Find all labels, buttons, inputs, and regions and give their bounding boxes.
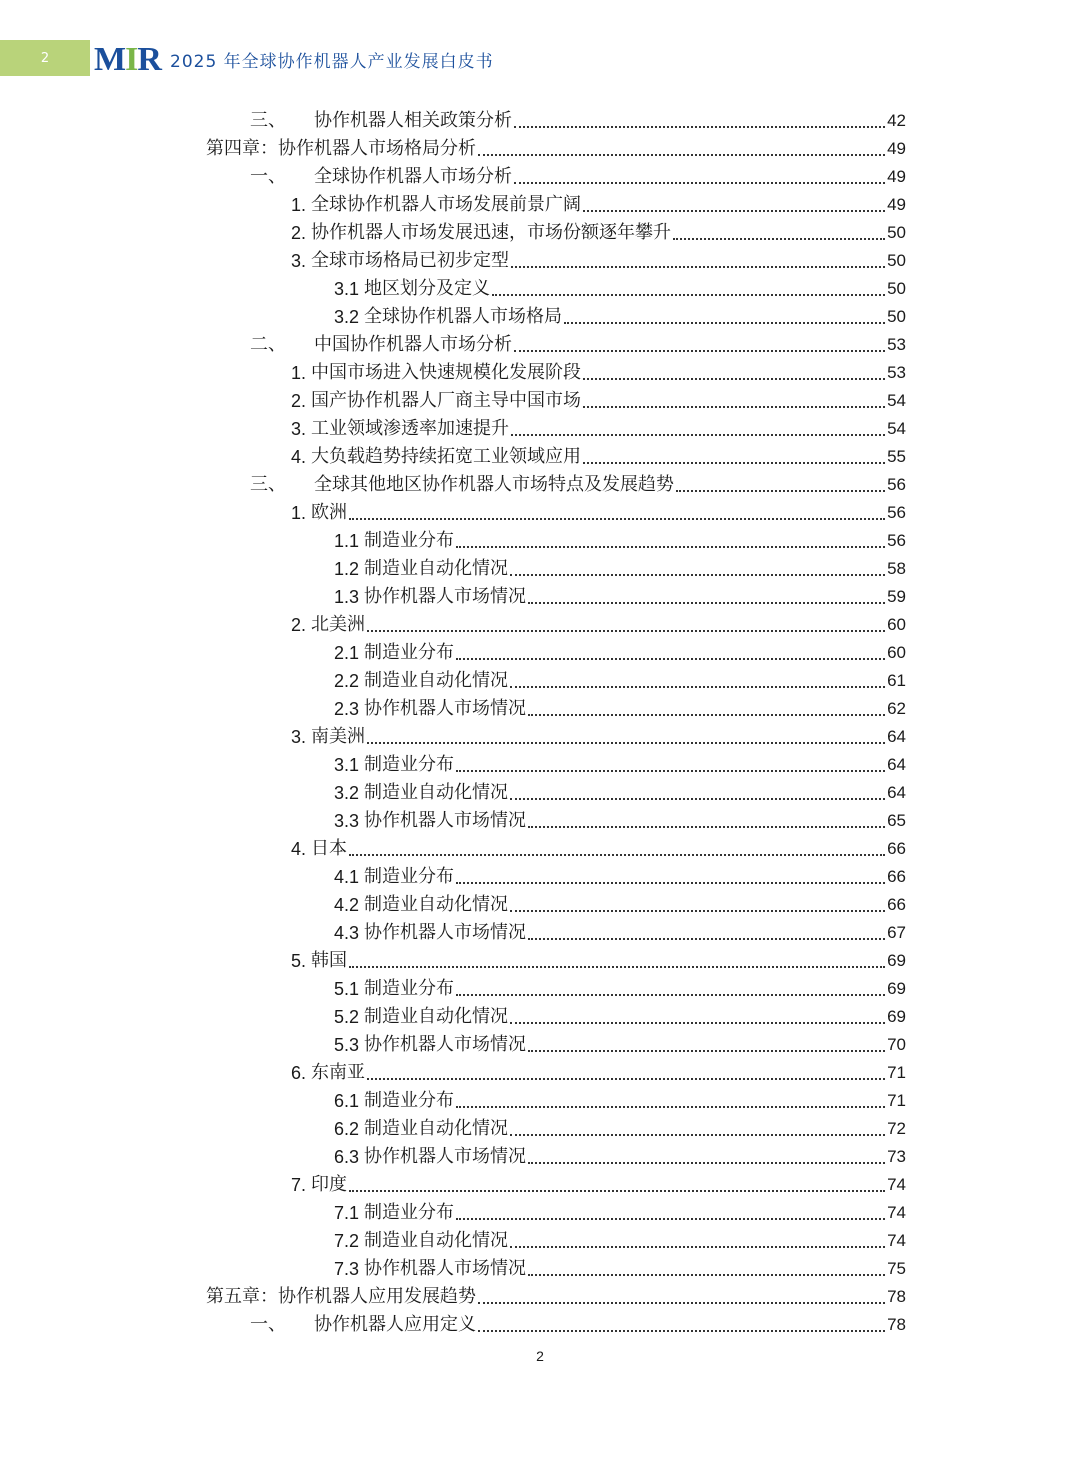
dot-leader (456, 882, 885, 884)
toc-entry[interactable] (334, 776, 906, 804)
dot-leader (510, 686, 885, 688)
toc-entry[interactable] (250, 468, 906, 496)
toc-entry-title: 印度 (311, 1174, 348, 1195)
toc-entry[interactable] (206, 132, 906, 160)
toc-entry-page-number: 74 (887, 1175, 906, 1194)
toc-entry-marker: 6. (291, 1063, 307, 1083)
toc-entry-title: 制造业自动化情况 (364, 1230, 509, 1251)
toc-entry[interactable] (291, 1168, 906, 1196)
toc-entry-page-number: 60 (887, 643, 906, 662)
toc-entry[interactable] (291, 1056, 906, 1084)
toc-entry[interactable] (291, 832, 906, 860)
dot-leader (514, 126, 885, 128)
toc-entry[interactable] (334, 552, 906, 580)
toc-entry-page-number: 42 (887, 111, 906, 130)
toc-entry-page-number: 59 (887, 587, 906, 606)
toc-entry[interactable] (334, 916, 906, 944)
toc-entry-page-number: 50 (887, 307, 906, 326)
dot-leader (676, 490, 885, 492)
logo-letter-r: R (137, 41, 161, 78)
toc-entry-title: 国产协作机器人厂商主导中国市场 (311, 390, 582, 411)
toc-entry-marker: 1.2 (334, 559, 360, 579)
toc-entry-page-number: 78 (887, 1287, 906, 1306)
toc-entry-title: 制造业自动化情况 (364, 782, 509, 803)
toc-entry[interactable] (291, 188, 906, 216)
toc-entry-page-number: 67 (887, 923, 906, 942)
toc-entry-marker: 2.3 (334, 699, 360, 719)
toc-entry-page-number: 66 (887, 867, 906, 886)
dot-leader (528, 1162, 885, 1164)
dot-leader (510, 910, 885, 912)
toc-entry-page-number: 55 (887, 447, 906, 466)
toc-entry[interactable] (291, 412, 906, 440)
toc-entry[interactable] (291, 496, 906, 524)
toc-entry-page-number: 54 (887, 391, 906, 410)
toc-entry[interactable] (206, 1280, 906, 1308)
toc-entry-page-number: 74 (887, 1203, 906, 1222)
dot-leader (456, 994, 885, 996)
toc-entry-page-number: 56 (887, 503, 906, 522)
toc-entry-page-number: 64 (887, 755, 906, 774)
toc-entry-title: 制造业自动化情况 (364, 1118, 509, 1139)
toc-entry-marker: 7.2 (334, 1231, 360, 1251)
dot-leader (456, 1218, 885, 1220)
dot-leader (510, 1246, 885, 1248)
toc-entry-title: 制造业分布 (364, 978, 455, 999)
toc-entry-title: 协作机器人应用发展趋势 (278, 1286, 476, 1307)
toc-entry-page-number: 49 (887, 139, 906, 158)
dot-leader (510, 798, 885, 800)
toc-entry-title: 协作机器人市场情况 (364, 810, 527, 831)
toc-entry[interactable] (291, 216, 906, 244)
toc-entry[interactable] (334, 1084, 906, 1112)
dot-leader (511, 266, 885, 268)
toc-entry-marker: 3.2 (334, 307, 360, 327)
toc-entry[interactable] (334, 580, 906, 608)
toc-entry-marker: 一、 (250, 166, 286, 187)
toc-entry-title: 地区划分及定义 (364, 278, 491, 299)
toc-entry-marker: 6.2 (334, 1119, 360, 1139)
page-tab: 2 (0, 40, 90, 76)
toc-entry[interactable] (291, 944, 906, 972)
toc-entry-title: 制造业自动化情况 (364, 670, 509, 691)
toc-entry[interactable] (334, 1224, 906, 1252)
logo-letter-m: M (94, 41, 126, 78)
toc-entry-page-number: 50 (887, 223, 906, 242)
toc-entry-page-number: 49 (887, 195, 906, 214)
toc-entry[interactable] (334, 272, 906, 300)
toc-entry-page-number: 50 (887, 279, 906, 298)
dot-leader (514, 182, 885, 184)
toc-entry-title: 协作机器人市场格局分析 (278, 138, 476, 159)
toc-entry-title: 制造业分布 (364, 866, 455, 887)
toc-entry-page-number: 71 (887, 1091, 906, 1110)
toc-entry-marker: 1.3 (334, 587, 360, 607)
toc-entry-marker: 三、 (250, 110, 286, 131)
dot-leader (528, 1050, 885, 1052)
toc-entry[interactable] (291, 440, 906, 468)
dot-leader (349, 1190, 885, 1192)
dot-leader (456, 658, 885, 660)
toc-entry-title: 协作机器人市场情况 (364, 1258, 527, 1279)
toc-entry-page-number: 69 (887, 1007, 906, 1026)
dot-leader (478, 154, 885, 156)
toc-entry-title: 制造业分布 (364, 1090, 455, 1111)
toc-entry[interactable] (334, 1028, 906, 1056)
toc-entry-marker: 一、 (250, 1314, 286, 1335)
toc-entry-marker: 3.2 (334, 783, 360, 803)
toc-entry-page-number: 69 (887, 979, 906, 998)
toc-entry-page-number: 64 (887, 727, 906, 746)
toc-entry-marker: 1. (291, 195, 307, 215)
toc-entry-title: 协作机器人应用定义 (314, 1314, 476, 1335)
page-header (0, 40, 620, 78)
toc-entry-page-number: 53 (887, 335, 906, 354)
toc-entry-marker: 3. (291, 251, 307, 271)
toc-entry-page-number: 72 (887, 1119, 906, 1138)
toc-entry-marker: 4.1 (334, 867, 360, 887)
toc-entry-title: 制造业分布 (364, 1202, 455, 1223)
dot-leader (510, 574, 885, 576)
dot-leader (349, 966, 885, 968)
toc-entry-title: 南美洲 (311, 726, 366, 747)
toc-entry[interactable] (334, 1140, 906, 1168)
toc-entry-title: 制造业分布 (364, 530, 455, 551)
toc-entry[interactable] (250, 328, 906, 356)
toc-entry[interactable] (250, 160, 906, 188)
toc-entry-page-number: 58 (887, 559, 906, 578)
toc-entry-page-number: 75 (887, 1259, 906, 1278)
dot-leader (478, 1302, 885, 1304)
toc-entry-page-number: 62 (887, 699, 906, 718)
toc-entry-page-number: 78 (887, 1315, 906, 1334)
dot-leader (583, 378, 885, 380)
dot-leader (367, 1078, 885, 1080)
toc-entry-page-number: 65 (887, 811, 906, 830)
toc-entry-title: 大负载趋势持续拓宽工业领域应用 (311, 446, 582, 467)
toc-entry-title: 协作机器人市场情况 (364, 1146, 527, 1167)
document-title: 2025 年全球协作机器人产业发展白皮书 (170, 52, 494, 72)
toc-entry[interactable] (250, 1308, 906, 1336)
toc-entry-marker: 5. (291, 951, 307, 971)
toc-entry-marker: 三、 (250, 474, 286, 495)
toc-entry-marker: 1.1 (334, 531, 360, 551)
toc-entry[interactable] (334, 664, 906, 692)
toc-entry-page-number: 66 (887, 895, 906, 914)
toc-entry-marker: 7.1 (334, 1203, 360, 1223)
toc-entry-page-number: 50 (887, 251, 906, 270)
dot-leader (583, 406, 885, 408)
toc-entry-page-number: 74 (887, 1231, 906, 1250)
toc-entry-title: 协作机器人市场情况 (364, 922, 527, 943)
toc-entry-title: 全球协作机器人市场分析 (314, 166, 512, 187)
dot-leader (528, 602, 885, 604)
toc-entry-marker: 2.1 (334, 643, 360, 663)
dot-leader (528, 1274, 885, 1276)
toc-entry-marker: 2. (291, 391, 307, 411)
toc-entry[interactable] (334, 860, 906, 888)
toc-entry-title: 协作机器人相关政策分析 (314, 110, 512, 131)
toc-entry-marker: 2.2 (334, 671, 360, 691)
toc-entry-page-number: 54 (887, 419, 906, 438)
toc-entry-page-number: 71 (887, 1063, 906, 1082)
toc-entry-page-number: 61 (887, 671, 906, 690)
dot-leader (367, 630, 885, 632)
toc-entry-page-number: 70 (887, 1035, 906, 1054)
toc-entry[interactable] (334, 748, 906, 776)
toc-entry-title: 协作机器人市场情况 (364, 1034, 527, 1055)
toc-entry-title: 协作机器人市场情况 (364, 698, 527, 719)
toc-entry-marker: 第五章： (206, 1286, 278, 1307)
dot-leader (528, 826, 885, 828)
toc-entry-title: 工业领域渗透率加速提升 (311, 418, 510, 439)
dot-leader (511, 434, 885, 436)
toc-entry-page-number: 60 (887, 615, 906, 634)
toc-entry-page-number: 69 (887, 951, 906, 970)
toc-entry-page-number: 53 (887, 363, 906, 382)
toc-entry-page-number: 64 (887, 783, 906, 802)
toc-entry-page-number: 73 (887, 1147, 906, 1166)
toc-entry-marker: 3.3 (334, 811, 360, 831)
dot-leader (349, 518, 885, 520)
toc-entry[interactable] (334, 300, 906, 328)
toc-entry-title: 全球其他地区协作机器人市场特点及发展趋势 (314, 474, 674, 495)
toc-entry[interactable] (291, 356, 906, 384)
toc-entry-marker: 5.2 (334, 1007, 360, 1027)
dot-leader (510, 1134, 885, 1136)
toc-entry-marker: 3.1 (334, 755, 360, 775)
toc-entry[interactable] (334, 636, 906, 664)
toc-entry[interactable] (334, 972, 906, 1000)
toc-entry-marker: 4.2 (334, 895, 360, 915)
toc-entry-page-number: 56 (887, 531, 906, 550)
toc-entry[interactable] (334, 1196, 906, 1224)
toc-entry[interactable] (334, 1000, 906, 1028)
dot-leader (492, 294, 885, 296)
toc-entry-title: 制造业分布 (364, 754, 455, 775)
toc-entry-marker: 4.3 (334, 923, 360, 943)
dot-leader (456, 770, 885, 772)
toc-entry[interactable] (334, 1112, 906, 1140)
toc-entry-marker: 5.3 (334, 1035, 360, 1055)
dot-leader (528, 938, 885, 940)
toc-entry-page-number: 66 (887, 839, 906, 858)
toc-entry-marker: 二、 (250, 334, 286, 355)
toc-entry-marker: 7.3 (334, 1259, 360, 1279)
toc-entry[interactable] (334, 888, 906, 916)
toc-entry[interactable] (291, 244, 906, 272)
toc-entry[interactable] (334, 804, 906, 832)
toc-entry-marker: 1. (291, 363, 307, 383)
dot-leader (510, 1022, 885, 1024)
toc-entry-title: 制造业自动化情况 (364, 558, 509, 579)
toc-entry[interactable] (291, 608, 906, 636)
toc-entry[interactable] (334, 524, 906, 552)
toc-entry-marker: 第四章： (206, 138, 278, 159)
toc-entry-marker: 5.1 (334, 979, 360, 999)
toc-entry-marker: 3.1 (334, 279, 360, 299)
toc-entry[interactable] (250, 104, 906, 132)
toc-entry-marker: 1. (291, 503, 307, 523)
dot-leader (583, 462, 885, 464)
dot-leader (514, 350, 885, 352)
toc-entry-marker: 2. (291, 615, 307, 635)
toc-entry-title: 制造业分布 (364, 642, 455, 663)
toc-entry-title: 制造业自动化情况 (364, 894, 509, 915)
toc-entry-marker: 3. (291, 419, 307, 439)
toc-entry-title: 全球市场格局已初步定型 (311, 250, 510, 271)
toc-entry[interactable] (334, 1252, 906, 1280)
toc-entry-title: 协作机器人市场发展迅速，市场份额逐年攀升 (311, 222, 672, 243)
toc-entry-title: 中国协作机器人市场分析 (314, 334, 512, 355)
toc-entry-marker: 3. (291, 727, 307, 747)
toc-entry-title: 欧洲 (311, 502, 348, 523)
toc-entry-title: 制造业自动化情况 (364, 1006, 509, 1027)
toc-entry-page-number: 56 (887, 475, 906, 494)
toc-entry-title: 韩国 (311, 950, 348, 971)
dot-leader (367, 742, 885, 744)
toc-entry-title: 协作机器人市场情况 (364, 586, 527, 607)
dot-leader (564, 322, 885, 324)
dot-leader (528, 714, 885, 716)
toc-entry[interactable] (334, 692, 906, 720)
toc-entry-title: 全球协作机器人市场格局 (364, 306, 563, 327)
logo-letter-i: I (125, 41, 138, 78)
mir-logo (94, 40, 161, 80)
page-number: 2 (536, 1348, 544, 1364)
toc-entry-marker: 2. (291, 223, 307, 243)
dot-leader (673, 238, 885, 240)
dot-leader (456, 1106, 885, 1108)
toc-entry-title: 全球协作机器人市场发展前景广阔 (311, 194, 582, 215)
dot-leader (456, 546, 885, 548)
toc-entry-marker: 7. (291, 1175, 307, 1195)
dot-leader (583, 210, 885, 212)
toc-entry-page-number: 49 (887, 167, 906, 186)
toc-entry-title: 北美洲 (311, 614, 366, 635)
toc-entry-marker: 4. (291, 447, 307, 467)
toc-entry-title: 东南亚 (311, 1062, 366, 1083)
toc-entry-marker: 6.3 (334, 1147, 360, 1167)
dot-leader (478, 1330, 885, 1332)
toc-entry[interactable] (291, 720, 906, 748)
toc-entry[interactable] (291, 384, 906, 412)
toc-entry-marker: 4. (291, 839, 307, 859)
dot-leader (349, 854, 885, 856)
toc-entry-title: 中国市场进入快速规模化发展阶段 (311, 362, 582, 383)
toc-entry-marker: 6.1 (334, 1091, 360, 1111)
toc-entry-title: 日本 (311, 838, 348, 859)
